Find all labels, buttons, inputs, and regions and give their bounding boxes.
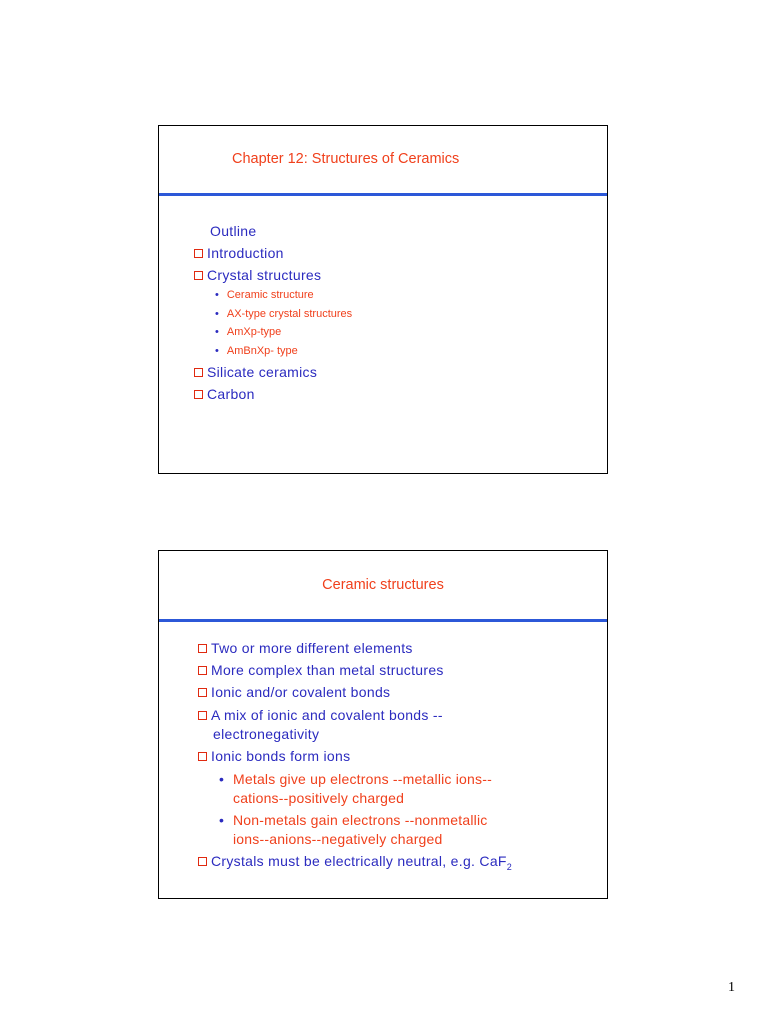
checkbox-square-icon: [198, 644, 207, 653]
list-item: [198, 640, 413, 656]
checkbox-square-icon: [194, 390, 203, 399]
sub-list-item-label: AX-type crystal structures: [226, 308, 353, 320]
bullet-dot-icon: •: [219, 771, 225, 787]
bullet-dot-icon: •: [215, 289, 219, 301]
sub-list-item: [219, 770, 492, 808]
checkbox-square-icon: [194, 271, 203, 280]
list-item: [198, 853, 512, 872]
sub-list-item: [215, 289, 314, 301]
sub-list-item-line: ions--anions--negatively charged: [233, 831, 443, 847]
bullet-dot-icon: •: [219, 812, 225, 828]
list-item-label: Silicate ceramics: [207, 364, 318, 380]
sub-list-item-line: Metals give up electrons --metallic ions--: [233, 771, 492, 787]
list-item-label: Crystals must be electrically neutral, e.g. CaF: [211, 853, 507, 869]
checkbox-square-icon: [198, 752, 207, 761]
outline-heading: Outline: [210, 223, 257, 239]
sub-list-item: [219, 811, 488, 849]
page-number: 1: [728, 980, 735, 995]
slide-title: Ceramic structures: [322, 577, 444, 593]
slide-ceramic-structures: [158, 550, 608, 899]
slide-body: [159, 621, 607, 898]
list-item-label: Two or more different elements: [211, 640, 413, 656]
list-item-label: Carbon: [207, 386, 255, 402]
sub-list-item: [215, 308, 352, 320]
checkbox-square-icon: [194, 368, 203, 377]
list-item: [198, 707, 443, 723]
sub-list-item: [215, 345, 298, 357]
slide-body: [159, 196, 607, 473]
list-item-label: Crystal structures: [207, 267, 322, 283]
list-item: [194, 386, 255, 402]
subscript: 2: [506, 861, 513, 872]
sub-list-item-label: AmBnXp- type: [226, 345, 298, 357]
sub-list-item-line: cations--positively charged: [233, 790, 405, 806]
list-item: [198, 662, 444, 678]
slide-title: Chapter 12: Structures of Ceramics: [232, 151, 460, 167]
checkbox-square-icon: [198, 857, 207, 866]
list-item-label: Introduction: [207, 245, 284, 261]
list-item: [198, 684, 390, 700]
list-item-label: More complex than metal structures: [211, 662, 444, 678]
sub-list-item-label: AmXp-type: [226, 326, 282, 338]
sub-list-item-line: Non-metals gain electrons --nonmetallic: [233, 812, 488, 828]
bullet-dot-icon: •: [215, 345, 219, 357]
list-item: [194, 245, 284, 261]
list-item: [198, 748, 350, 764]
list-item-continuation: electronegativity: [213, 726, 320, 742]
list-item: [194, 364, 317, 380]
checkbox-square-icon: [198, 711, 207, 720]
list-item-label: A mix of ionic and covalent bonds --: [211, 707, 443, 723]
checkbox-square-icon: [198, 688, 207, 697]
bullet-dot-icon: •: [215, 326, 219, 338]
list-item-label: Ionic and/or covalent bonds: [211, 684, 391, 700]
list-item: [194, 267, 321, 283]
checkbox-square-icon: [198, 666, 207, 675]
slide-chapter-outline: [158, 125, 608, 474]
sub-list-item-label: Ceramic structure: [226, 289, 314, 301]
sub-list-item: [215, 326, 281, 338]
list-item-label: Ionic bonds form ions: [211, 748, 351, 764]
checkbox-square-icon: [194, 249, 203, 258]
bullet-dot-icon: •: [215, 308, 219, 320]
